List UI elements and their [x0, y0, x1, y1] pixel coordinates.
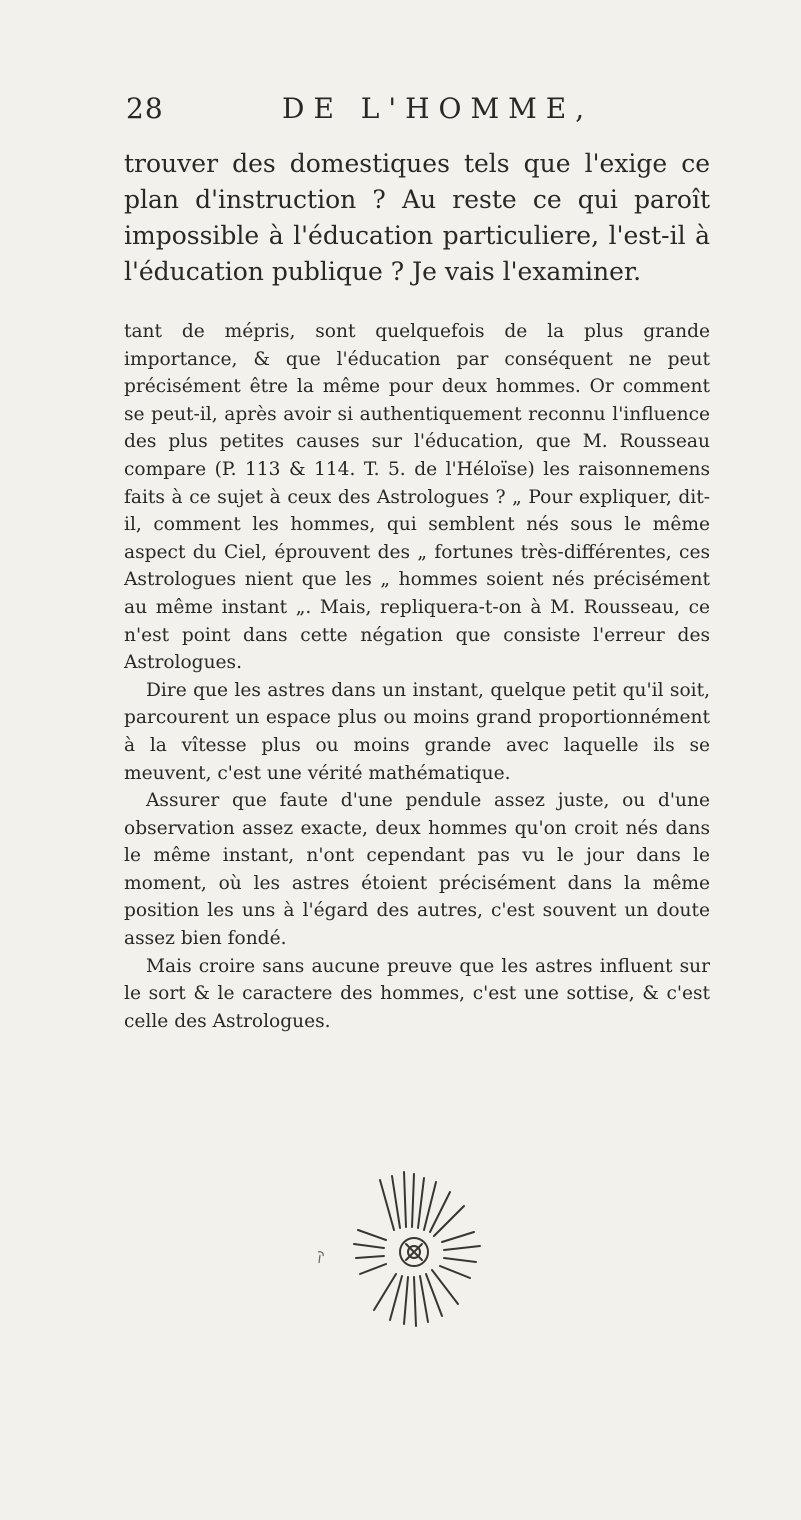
main-text: trouver des domestiques tels que l'exige ce plan d'instruction ? Au reste ce qui paroît impossible à l'éducation particuliere, l'est-il à l'éducation publique ? Je vais l'examiner. [124, 149, 710, 286]
footnote-paragraph: Mais croire sans aucune preuve que les astres influent sur le sort & le caractere des hommes, c'est une sottise, & c'est celle des Astrologues. [124, 955, 710, 1032]
footnote [124, 318, 710, 1035]
footnote-paragraph: Dire que les astres dans un instant, quelque petit qu'il soit, parcourent un espace plus ou moins grand proportionnément à la vîtesse plus ou moins grande avec laquelle ils se meuvent, c'est une vérité mathématique. [124, 679, 710, 784]
page-number: 28 [126, 92, 164, 125]
footnote-paragraph: tant de mépris, sont quelquefois de la plus grande importance, & que l'éducation par conséquent ne peut précisément être la même pour deux hommes. Or comment se peut-il, après avoir si authentiquement reconnu l'influence des plus petites causes sur l'éducation, que M. Rousseau compare (P. 113 & 114. T. 5. de l'Héloïse) les raisonnemens faits à ce sujet à ceux des Astrologues ? „ Pour expliquer, dit-il, comment les hommes, qui semblent nés sous le même aspect du Ciel, éprouvent des „ fortunes très-différentes, ces Astrologues nient que les „ hommes soient nés précisément au même instant „. Mais, repliquera-t-on à M. Rousseau, ce n'est point dans cette négation que consiste l'erreur des Astrologues. [124, 321, 710, 674]
ink-mark [316, 1250, 326, 1264]
tail-piece-ornament-icon [314, 1170, 524, 1330]
page-header [126, 92, 686, 132]
footnote-paragraph: Assurer que faute d'une pendule assez juste, ou d'une observation assez exacte, deux hommes qu'on croit nés dans le même instant, n'ont cependant pas vu le jour dans le moment, où les astres étoient précisément dans la même position les uns à l'égard des autres, c'est souvent un doute assez bien fondé. [124, 790, 710, 950]
running-title: DE L'HOMME, [282, 92, 594, 125]
